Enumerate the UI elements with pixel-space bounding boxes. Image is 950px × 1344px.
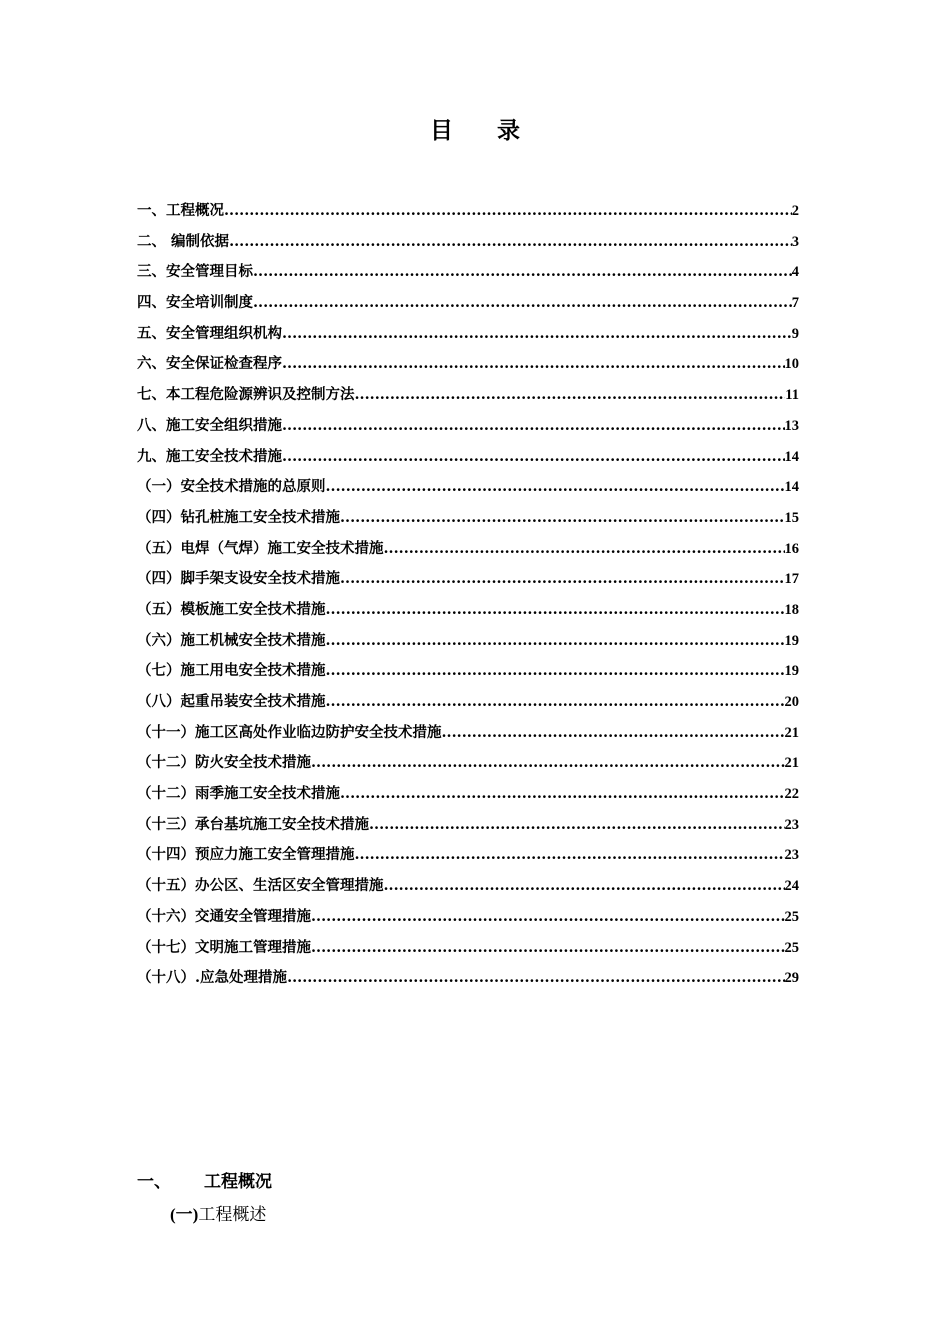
toc-entry-page-number: 13 [784, 417, 799, 434]
toc-leader-dots [282, 448, 785, 465]
toc-entry[interactable] [137, 352, 799, 383]
toc-title-char-2: 录 [497, 117, 520, 144]
toc-entry-page-number: 14 [784, 479, 799, 496]
toc-entry[interactable] [137, 966, 799, 997]
toc-leader-dots [340, 785, 785, 802]
toc-entry-label: （十七）文明施工管理措施 [137, 938, 311, 956]
toc-entry-page-number: 9 [791, 325, 799, 342]
toc-leader-dots [355, 386, 786, 403]
toc-entry[interactable] [137, 874, 799, 905]
toc-leader-dots [326, 693, 785, 710]
toc-leader-dots [224, 202, 792, 219]
toc-leader-dots [311, 939, 785, 956]
toc-entry-page-number: 19 [784, 632, 799, 649]
toc-leader-dots [326, 478, 785, 495]
toc-entry[interactable] [137, 905, 799, 936]
toc-entry[interactable] [137, 260, 799, 291]
toc-entry-page-number: 18 [784, 601, 799, 618]
toc-entry-page-number: 22 [784, 786, 799, 803]
toc-leader-dots [253, 294, 792, 311]
toc-entry-label: （四）钻孔桩施工安全技术措施 [137, 508, 340, 526]
toc-entry[interactable] [137, 537, 799, 568]
toc-entry-page-number: 17 [784, 571, 799, 588]
toc-entry[interactable] [137, 414, 799, 445]
subsection-number: (一) [170, 1205, 199, 1224]
toc-title-char-1: 目 [430, 117, 453, 144]
toc-entry-label: 四、安全培训制度 [137, 294, 253, 312]
toc-entry[interactable] [137, 445, 799, 476]
toc-entry-page-number: 11 [785, 387, 799, 404]
toc-entry[interactable] [137, 230, 799, 261]
toc-entry-page-number: 25 [784, 939, 799, 956]
toc-leader-dots [229, 233, 792, 250]
toc-entry[interactable] [137, 598, 799, 629]
toc-entry[interactable] [137, 813, 799, 844]
toc-entry-label: （十八）.应急处理措施 [137, 969, 288, 987]
toc-entry-label: 二、 编制依据 [137, 232, 230, 250]
toc-entry-page-number: 19 [784, 663, 799, 680]
toc-leader-dots [311, 908, 785, 925]
toc-leader-dots [340, 509, 785, 526]
toc-entry-label: （五）电焊（气焊）施工安全技术措施 [137, 539, 384, 557]
toc-entry-page-number: 14 [784, 448, 799, 465]
toc-entry-page-number: 25 [784, 908, 799, 925]
toc-entry[interactable] [137, 629, 799, 660]
toc-entry-page-number: 2 [791, 203, 799, 219]
toc-leader-dots [384, 877, 785, 894]
toc-entry[interactable] [137, 782, 799, 813]
toc-entry[interactable] [137, 936, 799, 967]
toc-leader-dots [369, 816, 785, 833]
toc-entry-page-number: 23 [784, 816, 799, 833]
subsection-title: 工程概述 [198, 1205, 267, 1225]
toc-entry-page-number: 7 [791, 295, 799, 312]
toc-entry-label: 一、工程概况 [137, 202, 224, 219]
toc-entry[interactable] [137, 567, 799, 598]
toc-leader-dots [384, 540, 785, 557]
toc-entry-label: （六）施工机械安全技术措施 [137, 631, 326, 649]
toc-entry[interactable] [137, 721, 799, 752]
toc-list [137, 199, 799, 997]
toc-entry-page-number: 23 [784, 847, 799, 864]
toc-leader-dots [253, 263, 792, 280]
toc-entry-label: （八）起重吊装安全技术措施 [137, 693, 326, 710]
toc-leader-dots [311, 754, 785, 771]
toc-entry[interactable] [137, 659, 799, 690]
toc-entry-label: 五、安全管理组织机构 [137, 324, 282, 342]
toc-entry-page-number: 21 [784, 724, 799, 741]
toc-leader-dots [287, 969, 784, 986]
toc-entry-page-number: 10 [784, 356, 799, 373]
toc-entry-label: （十三）承台基坑施工安全技术措施 [137, 815, 369, 833]
toc-entry-label: （七）施工用电安全技术措施 [137, 662, 326, 680]
toc-entry[interactable] [137, 690, 799, 721]
toc-entry[interactable] [137, 475, 799, 506]
toc-leader-dots [326, 662, 785, 679]
toc-entry-label: （十一）施工区高处作业临边防护安全技术措施 [137, 723, 442, 741]
toc-entry-label: 八、施工安全组织措施 [137, 416, 282, 434]
toc-leader-dots [282, 417, 785, 434]
toc-entry-page-number: 4 [791, 264, 799, 281]
toc-entry-label: （一）安全技术措施的总原则 [137, 478, 326, 496]
toc-entry-page-number: 29 [784, 970, 799, 987]
toc-entry[interactable] [137, 843, 799, 874]
toc-leader-dots [282, 325, 792, 342]
toc-entry[interactable] [137, 322, 799, 353]
subsection-heading [170, 1200, 266, 1225]
toc-leader-dots [282, 355, 785, 372]
toc-entry-label: （十二）雨季施工安全技术措施 [137, 785, 340, 803]
toc-entry[interactable] [137, 751, 799, 782]
toc-entry-label: （十五）办公区、生活区安全管理措施 [137, 877, 384, 895]
toc-entry[interactable] [137, 291, 799, 322]
toc-leader-dots [326, 601, 785, 618]
toc-entry-label: （十二）防火安全技术措施 [137, 754, 311, 772]
section-number: 一、 [137, 1172, 171, 1192]
toc-entry-page-number: 3 [791, 233, 799, 250]
toc-entry-label: （十四）预应力施工安全管理措施 [137, 846, 355, 864]
toc-entry-page-number: 21 [784, 755, 799, 772]
toc-entry-label: （十六）交通安全管理措施 [137, 907, 311, 925]
toc-entry-page-number: 20 [784, 694, 799, 710]
toc-entry-label: 三、安全管理目标 [137, 263, 253, 281]
toc-entry-label: 六、安全保证检查程序 [137, 355, 282, 373]
toc-entry-label: （五）模板施工安全技术措施 [137, 600, 326, 618]
toc-leader-dots [355, 846, 785, 863]
toc-entry-page-number: 15 [784, 509, 799, 526]
toc-entry[interactable] [137, 383, 799, 414]
toc-entry[interactable] [137, 199, 799, 230]
toc-entry[interactable] [137, 506, 799, 537]
toc-leader-dots [442, 724, 785, 741]
toc-entry-label: （四）脚手架支设安全技术措施 [137, 570, 340, 588]
section-title: 工程概况 [204, 1172, 272, 1192]
toc-entry-page-number: 24 [784, 878, 799, 895]
toc-entry-label: 九、施工安全技术措施 [137, 447, 282, 465]
toc-title [0, 112, 950, 145]
toc-entry-page-number: 16 [784, 540, 799, 557]
section-heading [137, 1167, 272, 1192]
toc-leader-dots [340, 570, 785, 587]
toc-leader-dots [326, 632, 785, 649]
toc-entry-label: 七、本工程危险源辨识及控制方法 [137, 386, 355, 404]
